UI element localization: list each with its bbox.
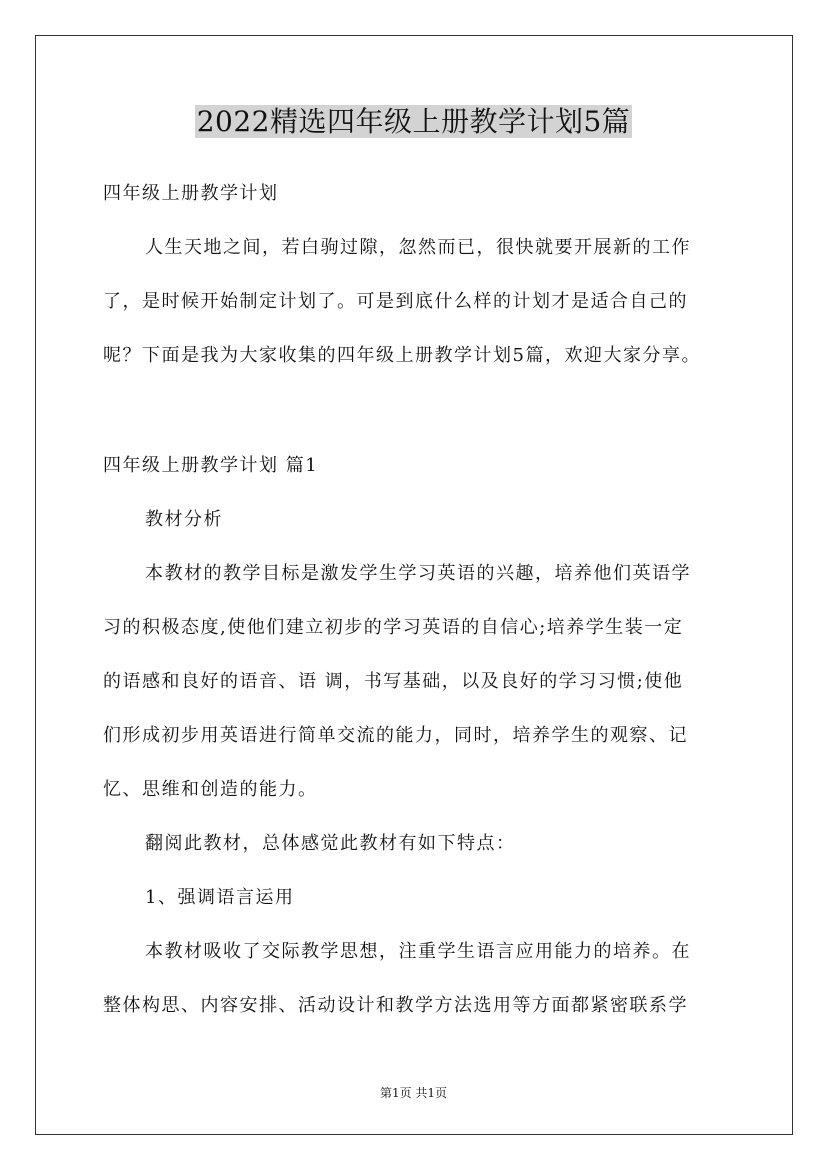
paragraph-line: 本教材的教学目标是激发学生学习英语的兴趣，培养他们英语学: [145, 563, 691, 584]
paragraph-line: 整体构思、内容安排、活动设计和教学方法选用等方面都紧密联系学: [103, 995, 688, 1016]
section-heading: 四年级上册教学计划 篇1: [103, 455, 319, 476]
subheading: 1、强调语言运用: [145, 887, 295, 908]
paragraph-line: 本教材吸收了交际教学思想，注重学生语言应用能力的培养。在: [145, 941, 691, 962]
paragraph-line: 了，是时候开始制定计划了。可是到底什么样的计划才是适合自己的: [103, 291, 688, 312]
paragraph-line: 翻阅此教材，总体感觉此教材有如下特点：: [145, 833, 516, 854]
paragraph-line: 忆、思维和创造的能力。: [103, 779, 318, 800]
subheading: 教材分析: [145, 509, 223, 530]
paragraph-line: 的语感和良好的语音、语 调，书写基础，以及良好的学习习惯;使他: [103, 671, 684, 692]
document-title-text: 2022精选四年级上册教学计划5篇: [196, 105, 631, 138]
section-heading: 四年级上册教学计划: [103, 183, 279, 204]
paragraph-line: 人生天地之间，若白驹过隙，忽然而已，很快就要开展新的工作: [145, 237, 691, 258]
paragraph-line: 习的积极态度,使他们建立初步的学习英语的自信心;培养学生装一定: [103, 617, 684, 638]
document-title: [0, 100, 827, 144]
page-footer: 第1页 共1页: [379, 1086, 448, 1100]
paragraph-line: 呢？下面是我为大家收集的四年级上册教学计划5篇，欢迎大家分享。: [103, 345, 701, 366]
paragraph-line: 们形成初步用英语进行简单交流的能力，同时，培养学生的观察、记: [103, 725, 688, 746]
